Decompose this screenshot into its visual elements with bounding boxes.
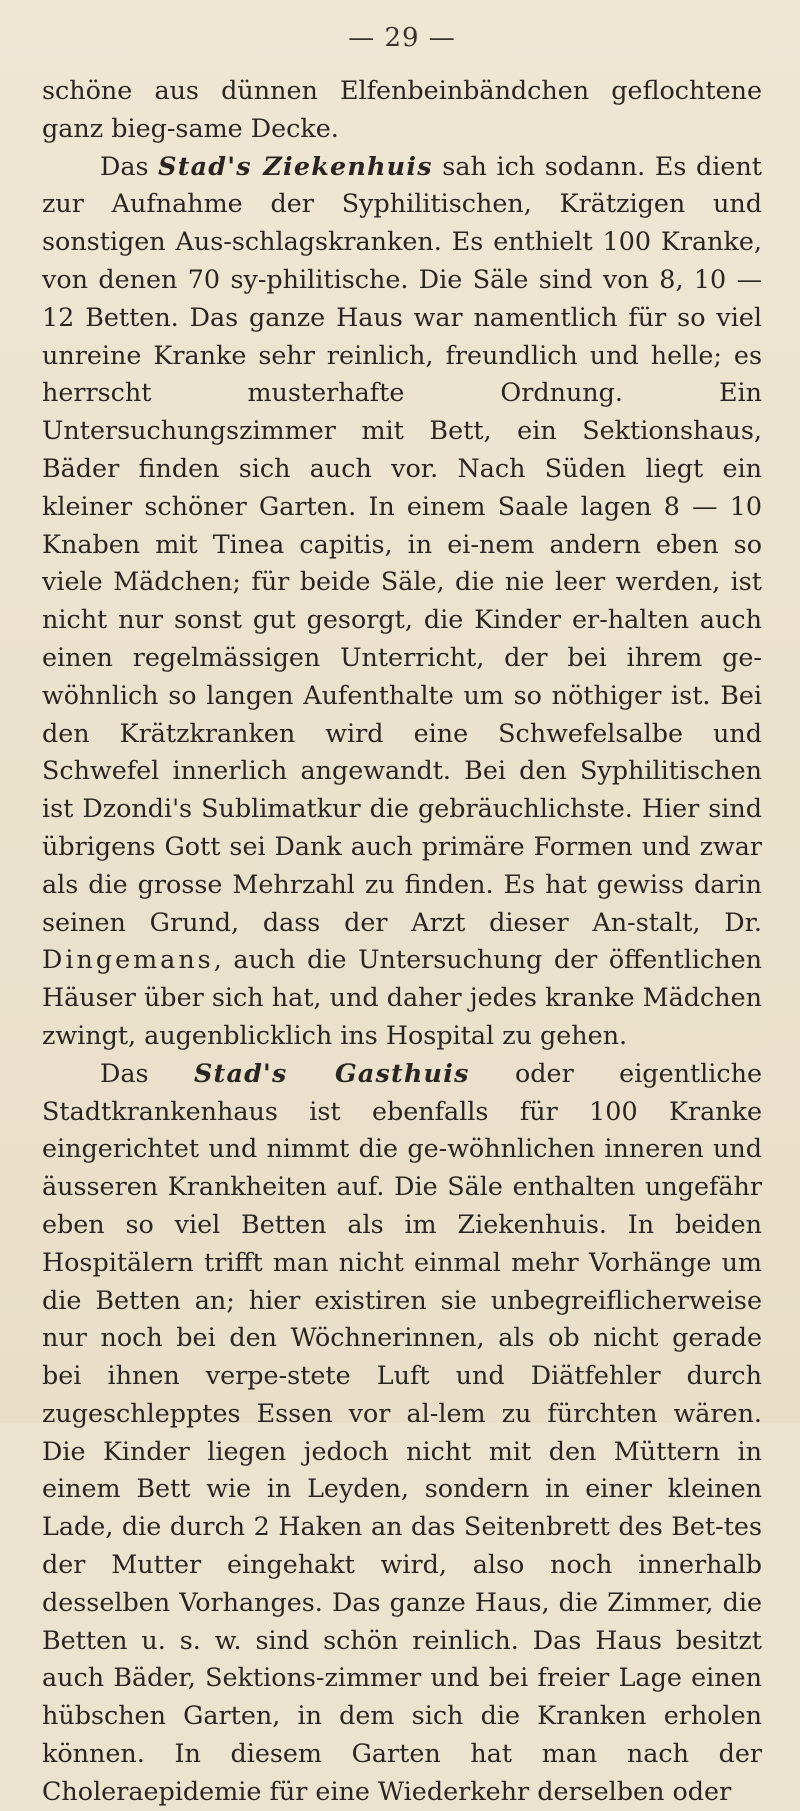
paragraph <box>42 148 762 1055</box>
body-text <box>42 72 762 1811</box>
text-run: , auch die Untersuchung der öffentlichen Häuser über sich hat, und daher jedes kranke Mädchen zwingt, augenblicklich ins Hospital zu gehen. <box>42 944 762 1050</box>
text-run: Das <box>100 1057 194 1088</box>
person-name: Dingemans <box>42 944 214 975</box>
paragraph <box>42 1055 762 1811</box>
paragraph <box>42 72 762 148</box>
hospital-name: Stad's Ziekenhuis <box>158 150 433 181</box>
text-run: oder eigentliche Stadtkrankenhaus ist ebenfalls für 100 Kranke eingerichtet und nimmt die ge-wöhnlichen inneren und äusseren Krankheiten auf. Die Säle enthalten ungefähr eben so viel Betten als im Ziekenhuis. In beiden Hospitälern trifft man nicht einmal mehr Vorhänge um die Betten an; hier existiren sie unbegreiflicherweise nur noch bei den Wöchnerinnen, als ob nicht gerade bei ihnen verpe-stete Luft und Diätfehler durch zugeschlepptes Essen vor al-lem zu fürchten wären. Die Kinder liegen jedoch nicht mit den Müttern in einem Bett wie in Leyden, sondern in einer kleinen Lade, die durch 2 Haken an das Seitenbrett des Bet-tes der Mutter eingehakt wird, also noch innerhalb desselben Vorhanges. Das ganze Haus, die Zimmer, die Betten u. s. w. sind schön reinlich. Das Haus besitzt auch Bäder, Sektions-zimmer und bei freier Lage einen hübschen Garten, in dem sich die Kranken erholen können. In diesem Garten hat man nach der Choleraepidemie für eine Wiederkehr derselben oder <box>42 1057 762 1806</box>
text-run: Das <box>100 150 159 181</box>
page-number: — 29 — <box>348 23 456 53</box>
text-run: schöne aus dünnen Elfenbeinbändchen geflochtene ganz bieg-same Decke. <box>42 75 762 143</box>
hospital-name: Stad's Gasthuis <box>193 1057 470 1088</box>
text-run: sah ich sodann. Es dient zur Aufnahme der Syphilitischen, Krätzigen und sonstigen Aus-schlagskranken. Es enthielt 100 Kranke, von denen 70 sy-philitische. Die Säle sind von 8, 10 — 12 Betten. Das ganze Haus war namentlich für so viel unreine Kranke sehr reinlich, freundlich und helle; es herrscht musterhafte Ordnung. Ein Untersuchungszimmer mit Bett, ein Sektionshaus, Bäder finden sich auch vor. Nach Süden liegt ein kleiner schöner Garten. In einem Saale lagen 8 — 10 Knaben mit Tinea capitis, in ei-nem andern eben so viele Mädchen; für beide Säle, die nie leer werden, ist nicht nur sonst gut gesorgt, die Kinder er-halten auch einen regelmässigen Unterricht, der bei ihrem ge-wöhnlich so langen Aufenthalte um so nöthiger ist. Bei den Krätzkranken wird eine Schwefelsalbe und Schwefel innerlich angewandt. Bei den Syphilitischen ist Dzondi's Sublimatkur die gebräuchlichste. Hier sind übrigens Gott sei Dank auch primäre Formen und zwar als die grosse Mehrzahl zu finden. Es hat gewiss darin seinen Grund, dass der Arzt dieser An-stalt, Dr. <box>42 150 762 937</box>
